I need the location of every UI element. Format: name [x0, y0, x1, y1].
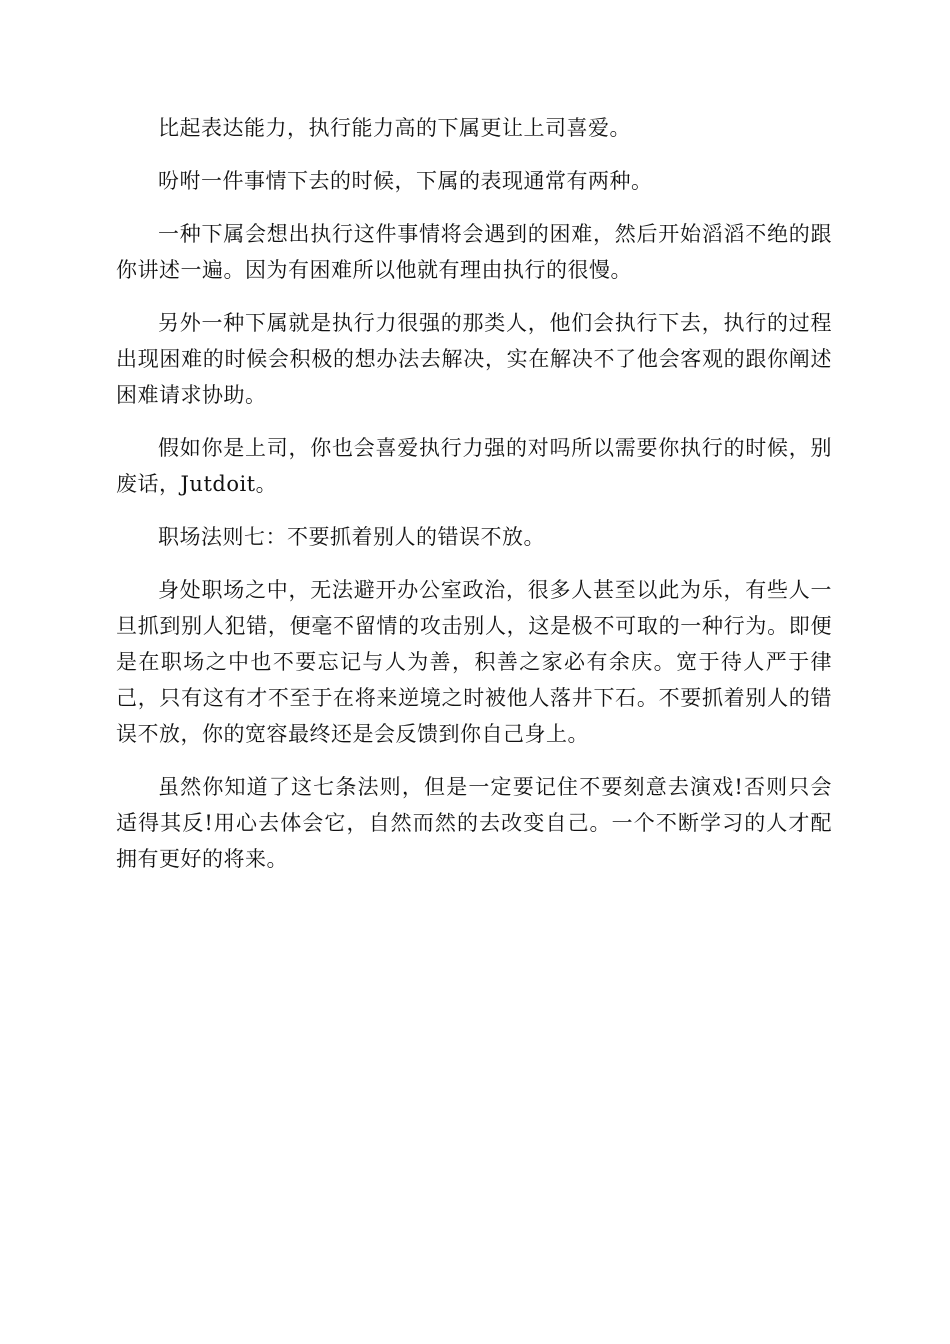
paragraph-5: 假如你是上司，你也会喜爱执行力强的对吗所以需要你执行的时候，别废话，Jutdoit。 — [116, 436, 832, 496]
rule-seven-heading: 职场法则七：不要抓着别人的错误不放。 — [158, 525, 545, 549]
paragraph-3: 一种下属会想出执行这件事情将会遇到的困难，然后开始滔滔不绝的跟你讲述一遍。因为有困难所以他就有理由执行的很慢。 — [116, 222, 832, 282]
paragraph-8: 虽然你知道了这七条法则，但是一定要记住不要刻意去演戏!否则只会适得其反!用心去体会它，自然而然的去改变自己。一个不断学习的人才配拥有更好的将来。 — [116, 775, 832, 871]
paragraph-1: 比起表达能力，执行能力高的下属更让上司喜爱。 — [158, 116, 631, 140]
paragraph-2: 吩咐一件事情下去的时候，下属的表现通常有两种。 — [158, 169, 653, 193]
paragraph-4: 另外一种下属就是执行力很强的那类人，他们会执行下去，执行的过程出现困难的时候会积极的想办法去解决，实在解决不了他会客观的跟你阐述困难请求协助。 — [116, 311, 832, 407]
paragraph-7: 身处职场之中，无法避开办公室政治，很多人甚至以此为乐，有些人一旦抓到别人犯错，便毫不留情的攻击别人，这是极不可取的一种行为。即便是在职场之中也不要忘记与人为善，积善之家必有余庆。宽于待人严于律己，只有这有才不至于在将来逆境之时被他人落井下石。不要抓着别人的错误不放，你的宽容最终还是会反馈到你自己身上。 — [116, 578, 832, 746]
document-body — [116, 110, 832, 894]
